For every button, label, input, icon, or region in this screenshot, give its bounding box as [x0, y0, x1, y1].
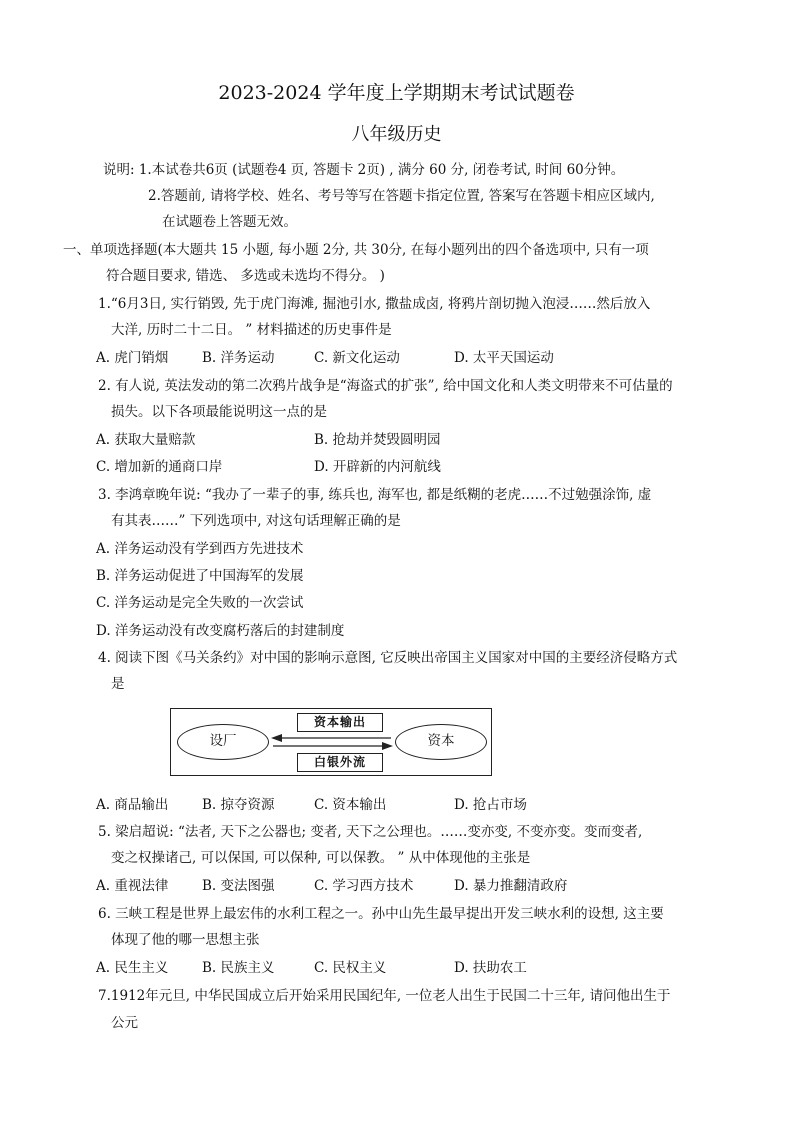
q2-option-c: C. 增加新的通商口岸 — [96, 459, 223, 475]
q5-stem-line-2: 变之权操诸己, 可以保国, 可以保种, 可以保教。 ” 从中体现他的主张是 — [111, 850, 531, 866]
q5-stem-line-1: 5. 梁启超说: “法者, 天下之公器也; 变者, 天下之公理也。……变亦变, 不变亦变。变而变者, — [98, 824, 643, 840]
q6-option-a: A. 民生主义 — [96, 960, 169, 976]
q1-option-b: B. 洋务运动 — [202, 350, 275, 366]
q3-option-a: A. 洋务运动没有学到西方先进技术 — [96, 541, 304, 557]
diagram-label-silver-outflow: 白银外流 — [297, 753, 383, 772]
q3-option-c: C. 洋务运动是完全失败的一次尝试 — [96, 595, 304, 611]
q2-option-a: A. 获取大量赔款 — [96, 432, 196, 448]
section-heading-line-2: 符合题目要求, 错选、 多选或未选均不得分。 ) — [106, 268, 385, 284]
diagram-double-arrow-icon — [269, 732, 395, 752]
q6-option-d: D. 扶助农工 — [454, 960, 527, 976]
q2-stem-line-2: 损失。以下各项最能说明这一点的是 — [111, 404, 327, 420]
q6-option-c: C. 民权主义 — [314, 960, 387, 976]
q6-stem-line-1: 6. 三峡工程是世界上最宏伟的水利工程之一。孙中山先生最早提出开发三峡水利的设想, 这主要 — [98, 906, 664, 922]
note-line-1: 说明: 1.本试卷共6页 (试题卷4 页, 答题卡 2页) , 满分 60 分, 闭卷考试, 时间 60分钟。 — [103, 162, 625, 178]
exam-subject: 八年级历史 — [351, 124, 442, 145]
q4-option-c: C. 资本输出 — [314, 797, 387, 813]
diagram-node-factory: 设厂 — [177, 724, 269, 760]
treaty-impact-diagram — [170, 708, 492, 776]
note-line-3: 在试题卷上答题无效。 — [162, 214, 297, 230]
q1-stem-line-1: 1.“6月3日, 实行销毁, 先于虎门海滩, 掘池引水, 撒盐成卤, 将鸦片剖切抛入泡浸……然后放入 — [98, 296, 651, 312]
q3-stem-line-1: 3. 李鸿章晚年说: “我办了一辈子的事, 练兵也, 海军也, 都是纸糊的老虎……不过勉强涂饰, 虚 — [98, 487, 652, 503]
q5-option-b: B. 变法图强 — [202, 878, 275, 894]
q6-stem-line-2: 体现了他的哪一思想主张 — [111, 932, 260, 948]
q4-stem-line-1: 4. 阅读下图《马关条约》对中国的影响示意图, 它反映出帝国主义国家对中国的主要经济侵略方式 — [98, 650, 678, 666]
diagram-label-capital-export: 资本输出 — [297, 713, 383, 732]
q1-option-c: C. 新文化运动 — [314, 350, 400, 366]
diagram-node-capital: 资本 — [395, 724, 487, 760]
q5-option-d: D. 暴力推翻清政府 — [454, 878, 568, 894]
q1-option-a: A. 虎门销烟 — [96, 350, 169, 366]
q7-stem-line-1: 7.1912年元旦, 中华民国成立后开始采用民国纪年, 一位老人出生于民国二十三年, 请问他出生于 — [98, 988, 671, 1004]
q4-option-a: A. 商品输出 — [96, 797, 169, 813]
q6-option-b: B. 民族主义 — [202, 960, 275, 976]
q4-option-d: D. 抢占市场 — [454, 797, 527, 813]
q1-stem-line-2: 大洋, 历时二十二日。 ” 材料描述的历史事件是 — [111, 322, 392, 338]
q7-stem-line-2: 公元 — [111, 1015, 138, 1031]
q1-option-d: D. 太平天国运动 — [454, 350, 554, 366]
q2-option-b: B. 抢劫并焚毁圆明园 — [314, 432, 441, 448]
q2-option-d: D. 开辟新的内河航线 — [314, 459, 441, 475]
section-heading-line-1: 一、单项选择题(本大题共 15 小题, 每小题 2分, 共 30分, 在每小题列出的四个备选项中, 只有一项 — [63, 242, 649, 258]
q5-option-c: C. 学习西方技术 — [314, 878, 414, 894]
note-line-2: 2.答题前, 请将学校、姓名、考号等写在答题卡指定位置, 答案写在答题卡相应区域内, — [148, 188, 655, 204]
q3-stem-line-2: 有其表……” 下列选项中, 对这句话理解正确的是 — [111, 513, 401, 529]
q2-stem-line-1: 2. 有人说, 英法发动的第二次鸦片战争是“海盗式的扩张”, 给中国文化和人类文明带来不可估量的 — [98, 378, 673, 394]
exam-title: 2023-2024 学年度上学期期末考试试题卷 — [218, 82, 575, 104]
q3-option-b: B. 洋务运动促进了中国海军的发展 — [96, 568, 304, 584]
q3-option-d: D. 洋务运动没有改变腐朽落后的封建制度 — [96, 623, 345, 639]
q4-option-b: B. 掠夺资源 — [202, 797, 275, 813]
q5-option-a: A. 重视法律 — [96, 878, 169, 894]
q4-stem-line-2: 是 — [111, 676, 125, 692]
